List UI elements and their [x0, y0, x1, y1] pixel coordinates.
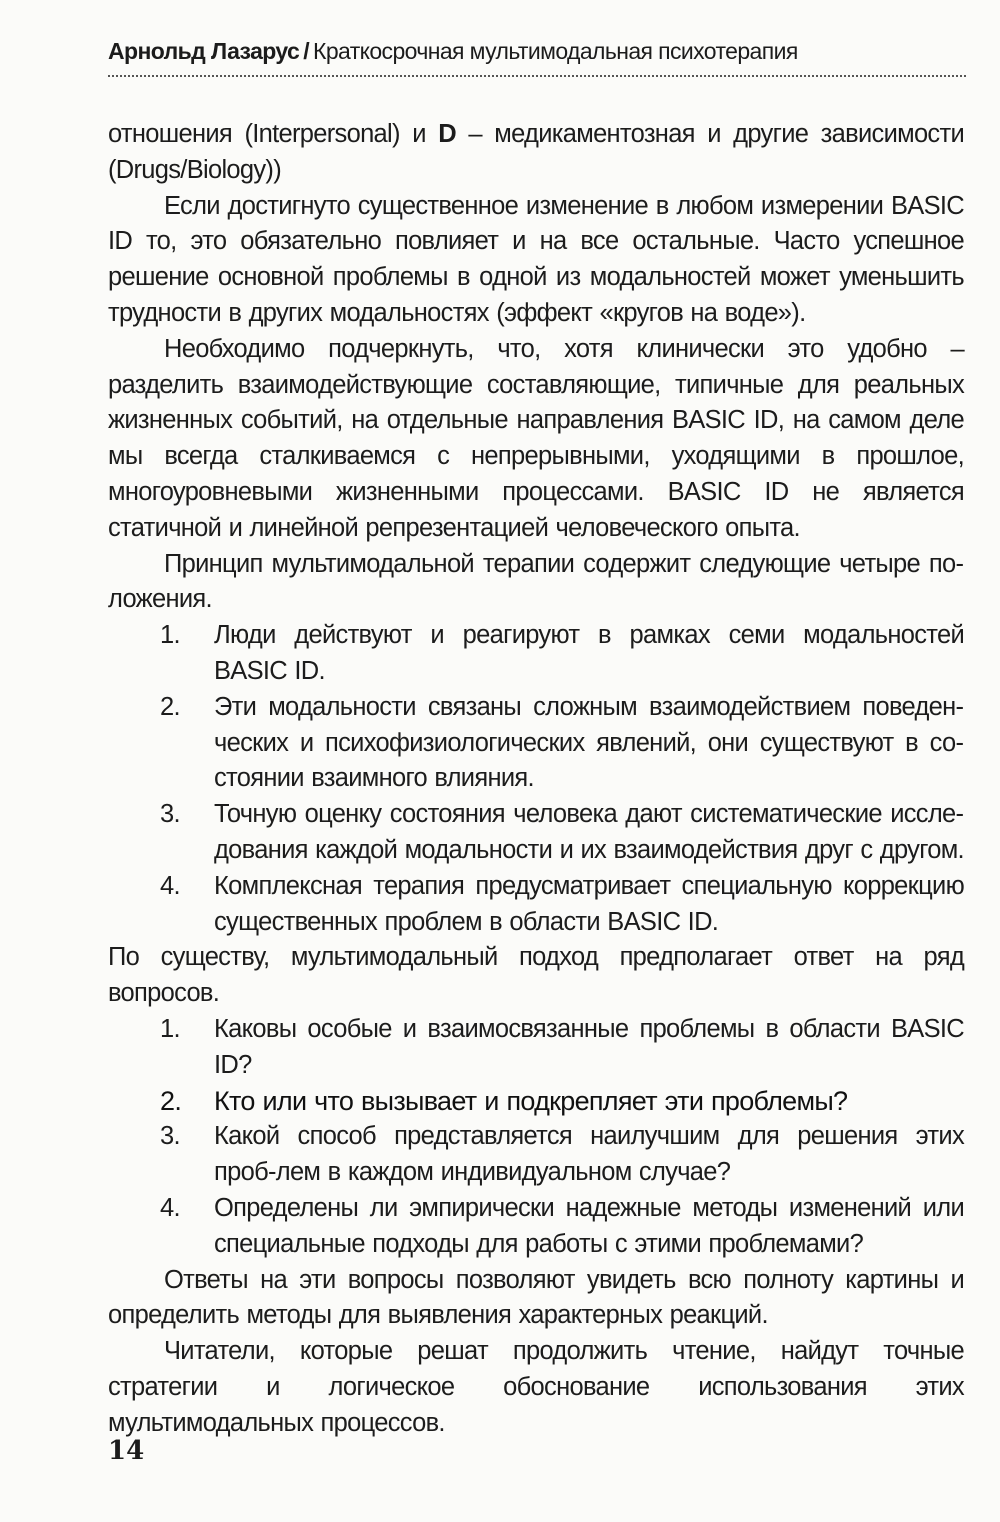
list-item-text: Люди действуют и реагируют в рамках семи модальностей BASIC ID.	[214, 621, 964, 685]
list-item-number: 2.	[160, 1085, 182, 1116]
paragraph-5: По существу, мультимодальный подход предполагает ответ на ряд вопросов.	[108, 943, 964, 1008]
list-item	[108, 690, 964, 797]
list-item-text: Эти модальности связаны сложным взаимодействием поведенческих и психофизиологических явлений, они существуют в состоянии взаимного влияния.	[214, 692, 964, 793]
paragraph-1-start: отношения (Interpersonal) и	[108, 120, 439, 148]
list-item-number: 2.	[160, 692, 180, 721]
principles-list	[108, 618, 964, 940]
header-book-title: Краткосрочная мультимодальная психотерапия	[313, 38, 798, 64]
list-item-number: 1.	[160, 1014, 180, 1043]
list-item	[108, 618, 964, 690]
list-item-text: Кто или что вызывает и подкрепляет эти проблемы?	[214, 1085, 848, 1116]
paragraph-6: Ответы на эти вопросы позволяют увидеть всю полноту картины и определить методы для выявления характерных реакций.	[108, 1265, 964, 1330]
list-item	[108, 1084, 964, 1120]
page-body	[108, 117, 964, 1441]
paragraph-2: Если достигнуто существенное изменение в любом измерении BASIC ID то, это обязательно повлияет и на все остальные. Часто успешное решение основной проблемы в одной из модальностей может уменьшить трудности в других модальностях (эффект «кругов на воде»).	[108, 191, 964, 327]
running-header	[108, 38, 968, 65]
paragraph-1-end: – медикаментозная и другие зависимости (Drugs/Biology))	[108, 120, 965, 184]
header-author: Арнольд Лазарус	[108, 38, 300, 64]
list-item-number: 4.	[160, 871, 180, 900]
list-item	[108, 869, 964, 941]
paragraph-4: Принцип мультимодальной терапии содержит следующие четыре положения.	[108, 549, 964, 614]
list-item-text: Какой способ представляется наилучшим для решения этих проб-лем в каждом индивидуальном случае?	[214, 1122, 964, 1187]
list-item-text: Каковы особые и взаимосвязанные проблемы в области BASIC ID?	[214, 1014, 964, 1079]
list-item-number: 3.	[160, 1122, 180, 1151]
header-separator: /	[303, 38, 310, 64]
list-item	[108, 797, 964, 869]
list-item-number: 4.	[160, 1193, 180, 1222]
list-item	[108, 1119, 964, 1191]
list-item-text: Точную оценку состояния человека дают систематические исследования каждой модальности и их взаимодействия друг с другом.	[214, 800, 964, 864]
page-number: 14	[108, 1436, 145, 1466]
list-item	[108, 1191, 964, 1263]
header-dotted-rule	[108, 75, 966, 77]
paragraph-1	[108, 117, 964, 189]
paragraph-7: Читатели, которые решат продолжить чтение, найдут точные стратегии и логическое обоснование использования этих мультимодальных процессов.	[108, 1337, 964, 1437]
list-item-number: 1.	[160, 621, 180, 650]
list-item	[108, 1012, 964, 1084]
paragraph-3: Необходимо подчеркнуть, что, хотя клинически это удобно – разделить взаимодействующие составляющие, типичные для реальных жизненных событий, на отдельные направления BASIC ID, на самом деле мы всегда сталкиваемся с непрерывными, уходящими в прошлое, многоуровневыми жизненными процессами. BASIC ID не является статичной и линейной репрезентацией человеческого опыта.	[108, 334, 964, 542]
list-item-text: Определены ли эмпирически надежные методы изменений или специальные подходы для работы с этими проблемами?	[214, 1193, 964, 1258]
questions-list	[108, 1012, 964, 1263]
list-item-number: 3.	[160, 800, 180, 829]
list-item-text: Комплексная терапия предусматривает специальную коррекцию существенных проблем в области BASIC ID.	[214, 871, 964, 936]
paragraph-1-bold-letter: D	[438, 120, 456, 148]
